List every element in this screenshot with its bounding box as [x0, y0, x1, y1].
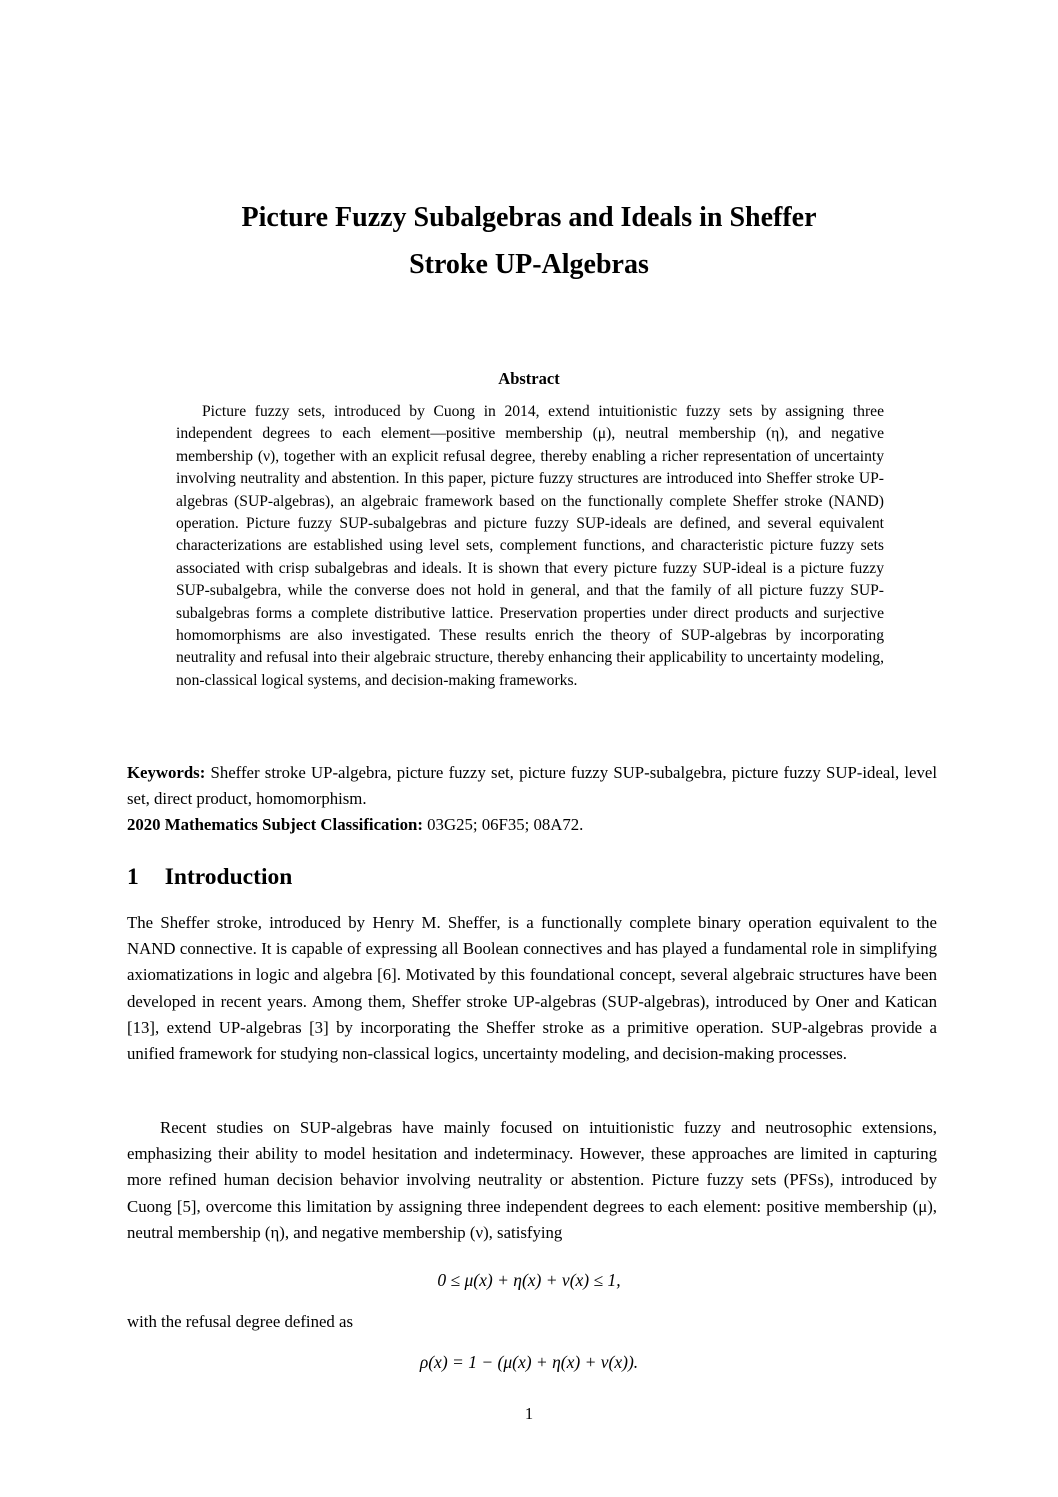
page-number: 1 [524, 1404, 534, 1423]
msc-text: 03G25; 06F35; 08A72. [422, 815, 584, 834]
keywords-text: Sheffer stroke UP-algebra, picture fuzzy set, picture fuzzy SUP-subalgebra, picture fuzzy SUP-ideal, level set, direct product, homomorphism. [127, 763, 937, 808]
intro-paragraph-1: The Sheffer stroke, introduced by Henry M. Sheffer, is a functionally complete binary operation equivalent to the NAND connective. It is capable of expressing all Boolean connectives and has played a fundamental role in simplifying axiomatizations in logic and algebra [6]. Motivated by this foundational concept, several algebraic structures have been developed in recent years. Among them, Sheffer stroke UP-algebras (SUP-algebras), introduced by Oner and Katican [13], extend UP-algebras [3] by incorporating the Sheffer stroke as a primitive operation. SUP-algebras provide a unified framework for studying non-classical logics, uncertainty modeling, and decision-making processes. [127, 913, 937, 1064]
display-equation-membership-constraint: 0 ≤ μ(x) + η(x) + ν(x) ≤ 1, [437, 1270, 621, 1290]
keywords-label: Keywords: [127, 763, 206, 782]
display-equation-refusal-degree: ρ(x) = 1 − (μ(x) + η(x) + ν(x)). [419, 1352, 639, 1372]
section-title: Introduction [164, 864, 293, 890]
intro-paragraph-2: Recent studies on SUP-algebras have mainly focused on intuitionistic fuzzy and neutrosophic extensions, emphasizing their ability to model hesitation and indeterminacy. However, these approaches are limited in capturing more refined human decision behavior involving neutrality or abstention. Picture fuzzy sets (PFSs), introduced by Cuong [5], overcome this limitation by assigning three independent degrees to each element: positive membership (μ), neutral membership (η), and negative membership (ν), satisfying [127, 1118, 937, 1242]
page-title-line2: Stroke UP-Algebras [409, 249, 649, 280]
keywords-line [127, 760, 937, 812]
keywords-block [127, 760, 937, 838]
msc-line [127, 812, 937, 838]
page-title-line1: Picture Fuzzy Subalgebras and Ideals in Sheffer [241, 202, 817, 233]
abstract-text: Picture fuzzy sets, introduced by Cuong in 2014, extend intuitionistic fuzzy sets by assigning three independent degrees to each element—positive membership (μ), neutral membership (η), and negative membership (ν), together with an explicit refusal degree, thereby enabling a richer representation of uncertainty involving neutrality and abstention. In this paper, picture fuzzy structures are introduced into Sheffer stroke UP-algebras (SUP-algebras), an algebraic framework based on the functionally complete Sheffer stroke (NAND) operation. Picture fuzzy SUP-subalgebras and picture fuzzy SUP-ideals are defined, and several equivalent characterizations are established using level sets, complement functions, and characteristic picture fuzzy sets associated with crisp subalgebras and ideals. It is shown that every picture fuzzy SUP-ideal is a picture fuzzy SUP-subalgebra, while the converse does not hold in general, and that the family of all picture fuzzy SUP-subalgebras forms a complete distributive lattice. Preservation properties under direct products and surjective homomorphisms are also investigated. These results enrich the theory of SUP-algebras by incorporating neutrality and refusal into their algebraic structure, thereby enhancing their applicability to uncertainty modeling, non-classical logical systems, and decision-making frameworks. [176, 403, 884, 689]
section-number: 1 [127, 864, 139, 890]
page-title [0, 194, 1058, 288]
refusal-degree-lead-in: with the refusal degree defined as [127, 1312, 353, 1331]
msc-label: 2020 Mathematics Subject Classification: [127, 815, 423, 834]
section-heading-introduction [127, 864, 937, 891]
abstract-heading: Abstract [498, 369, 560, 388]
